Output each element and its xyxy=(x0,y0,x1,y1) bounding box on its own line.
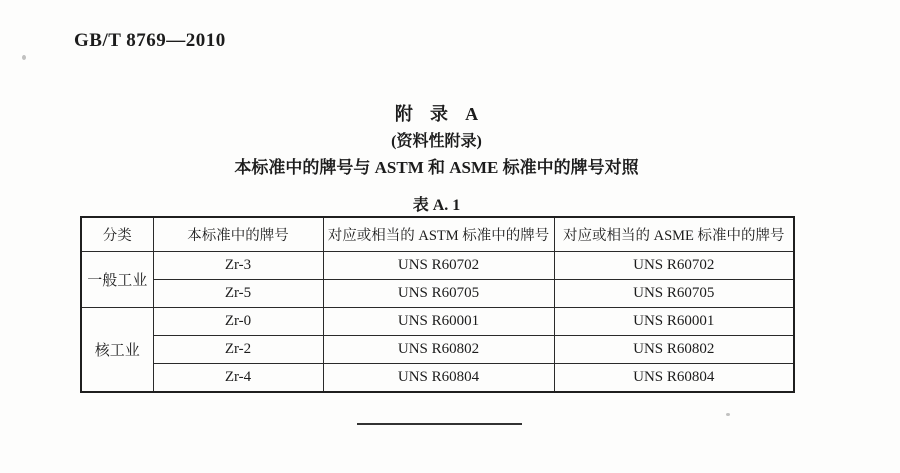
end-of-document-rule xyxy=(357,423,522,425)
header-astm: 对应或相当的 ASTM 标准中的牌号 xyxy=(323,217,554,252)
appendix-label: 附 录 A xyxy=(394,104,479,124)
cell-asme: UNS R60804 xyxy=(554,364,794,393)
grade-comparison-table xyxy=(80,216,795,393)
cell-asme: UNS R60802 xyxy=(554,336,794,364)
header-this-standard: 本标准中的牌号 xyxy=(153,217,323,252)
scan-speck xyxy=(726,413,730,416)
cell-astm: UNS R60702 xyxy=(323,252,554,280)
table-row xyxy=(81,364,794,393)
cell-astm: UNS R60001 xyxy=(323,308,554,336)
cell-category-nuclear-industry: 核工业 xyxy=(81,308,153,393)
cell-asme: UNS R60705 xyxy=(554,280,794,308)
table-row xyxy=(81,252,794,280)
standard-number: GB/T 8769—2010 xyxy=(74,30,226,51)
cell-grade: Zr-0 xyxy=(153,308,323,336)
cell-astm: UNS R60804 xyxy=(323,364,554,393)
cell-grade: Zr-4 xyxy=(153,364,323,393)
cell-grade: Zr-2 xyxy=(153,336,323,364)
cell-astm: UNS R60705 xyxy=(323,280,554,308)
header-category: 分类 xyxy=(81,217,153,252)
cell-category-general-industry: 一般工业 xyxy=(81,252,153,308)
table-caption: 表 A. 1 xyxy=(412,197,461,214)
cell-astm: UNS R60802 xyxy=(323,336,554,364)
cell-grade: Zr-5 xyxy=(153,280,323,308)
scan-speck xyxy=(22,55,26,60)
appendix-type: (资料性附录) xyxy=(391,133,482,150)
appendix-title: 本标准中的牌号与 ASTM 和 ASME 标准中的牌号对照 xyxy=(234,158,639,177)
cell-asme: UNS R60001 xyxy=(554,308,794,336)
table-header-row xyxy=(81,217,794,252)
table-row xyxy=(81,308,794,336)
cell-asme: UNS R60702 xyxy=(554,252,794,280)
cell-grade: Zr-3 xyxy=(153,252,323,280)
table-row xyxy=(81,336,794,364)
table-row xyxy=(81,280,794,308)
header-asme: 对应或相当的 ASME 标准中的牌号 xyxy=(554,217,794,252)
